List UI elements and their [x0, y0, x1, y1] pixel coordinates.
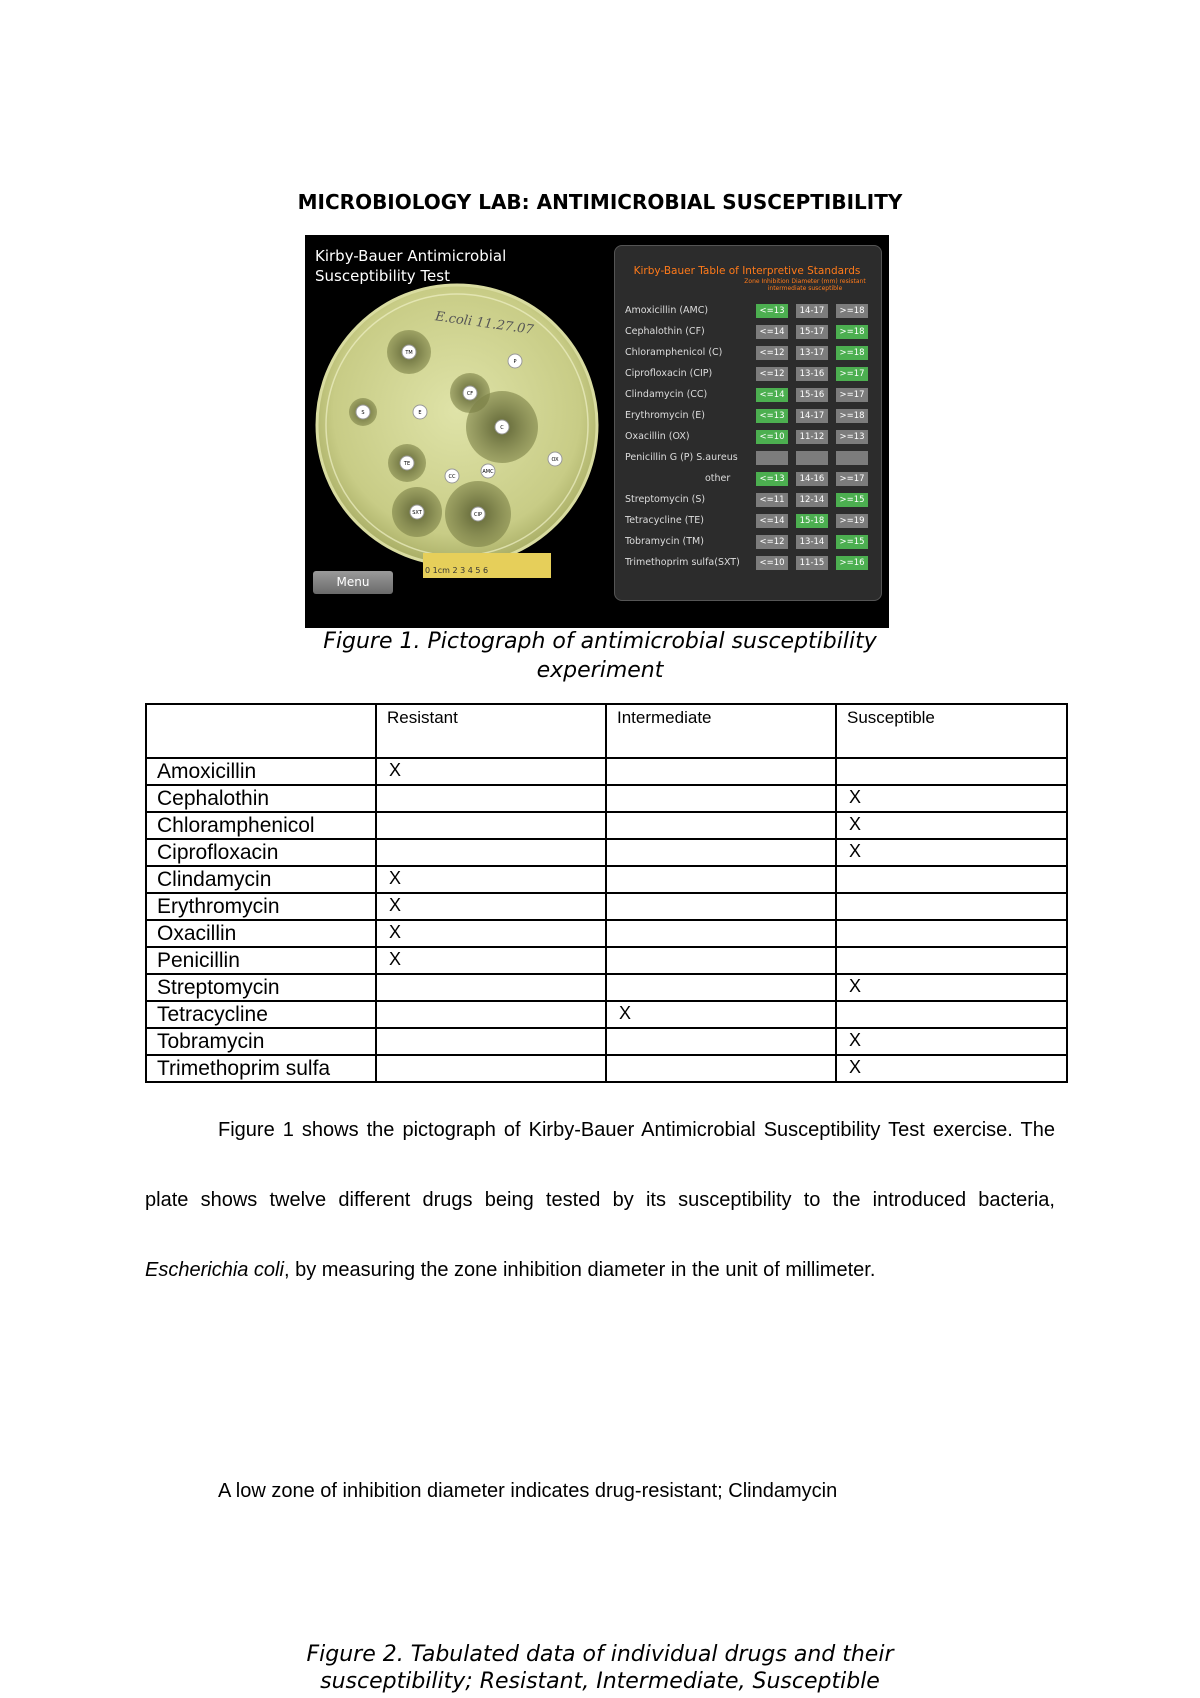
standard-drug: Ciprofloxacin (CIP)	[625, 368, 713, 379]
table-row	[146, 839, 1067, 866]
standard-cell-i: 14-17	[796, 304, 828, 318]
table-row	[146, 1055, 1067, 1082]
result-cell-susceptible	[836, 758, 1067, 785]
standard-cell-s: >=16	[836, 556, 868, 570]
standard-cell-s: >=15	[836, 493, 868, 507]
disc-label: AMC	[482, 469, 494, 475]
table-row	[146, 812, 1067, 839]
disc-label: S	[361, 410, 365, 416]
table-row	[146, 1001, 1067, 1028]
result-cell-susceptible	[836, 920, 1067, 947]
panel-title-line2: Susceptibility Test	[315, 267, 450, 285]
standard-cell-s: >=13	[836, 430, 868, 444]
drug-name-cell: Trimethoprim sulfa	[146, 1055, 376, 1082]
standard-row	[625, 366, 875, 384]
ruler-label: 0 1cm 2 3 4 5 6	[425, 566, 489, 575]
disc-label: P	[513, 359, 517, 365]
standard-cell-r	[756, 451, 788, 465]
result-cell-susceptible	[836, 893, 1067, 920]
result-cell-susceptible	[836, 947, 1067, 974]
drug-name-cell: Tetracycline	[146, 1001, 376, 1028]
standard-cell-s: >=18	[836, 346, 868, 360]
standard-drug: Penicillin G (P) S.aureus	[625, 452, 738, 463]
standard-cell-r: <=13	[756, 304, 788, 318]
table-header-cell	[146, 704, 376, 758]
standard-row	[625, 324, 875, 342]
para-text-1: Figure 1 shows the pictograph of Kirby-Bauer Antimicrobial Susceptibility Test exercise. The plate shows twelve different drugs being tested by its susceptibility to the introduced bacteria,	[145, 1119, 1055, 1211]
result-cell-susceptible: X	[836, 812, 1067, 839]
figure2-caption-line2: susceptibility; Resistant, Intermediate, Susceptible	[320, 1669, 880, 1694]
result-cell-resistant	[376, 839, 606, 866]
standard-cell-i: 13-17	[796, 346, 828, 360]
para-italic: Escherichia coli	[145, 1259, 284, 1281]
figure1-caption-line1: Figure 1. Pictograph of antimicrobial susceptibility	[323, 629, 877, 654]
standard-drug: Amoxicillin (AMC)	[625, 305, 709, 316]
standard-cell-s: >=19	[836, 514, 868, 528]
standard-row	[625, 450, 875, 468]
standard-cell-i: 13-14	[796, 535, 828, 549]
standard-row	[625, 492, 875, 510]
standard-drug: Erythromycin (E)	[625, 410, 705, 421]
table-row	[146, 1028, 1067, 1055]
result-cell-resistant: X	[376, 758, 606, 785]
standard-cell-i: 12-14	[796, 493, 828, 507]
result-cell-resistant	[376, 1001, 606, 1028]
standard-cell-i	[796, 451, 828, 465]
drug-name-cell: Streptomycin	[146, 974, 376, 1001]
standard-cell-r: <=10	[756, 430, 788, 444]
result-cell-intermediate	[606, 974, 836, 1001]
result-cell-susceptible: X	[836, 974, 1067, 1001]
disc-label: TE	[403, 461, 411, 467]
standard-row	[625, 555, 875, 573]
standard-cell-r: <=12	[756, 346, 788, 360]
standard-cell-r: <=14	[756, 325, 788, 339]
result-cell-susceptible	[836, 866, 1067, 893]
result-cell-intermediate	[606, 920, 836, 947]
standard-drug: Chloramphenicol (C)	[625, 347, 723, 358]
result-cell-susceptible: X	[836, 785, 1067, 812]
standard-row	[625, 429, 875, 447]
table-row	[146, 866, 1067, 893]
figure2-caption-line1: Figure 2. Tabulated data of individual drugs and their	[306, 1642, 894, 1667]
table-row	[146, 947, 1067, 974]
drug-name-cell: Oxacillin	[146, 920, 376, 947]
standard-drug: Clindamycin (CC)	[625, 389, 708, 400]
standard-drug: Trimethoprim sulfa(SXT)	[625, 557, 740, 568]
menu-button[interactable]: Menu	[313, 571, 393, 594]
disc-label: SXT	[412, 510, 422, 516]
table-header-row	[146, 704, 1067, 758]
drug-name-cell: Cephalothin	[146, 785, 376, 812]
standard-cell-s: >=18	[836, 304, 868, 318]
standard-cell-r: <=12	[756, 367, 788, 381]
standard-cell-i: 15-16	[796, 388, 828, 402]
result-cell-intermediate	[606, 893, 836, 920]
standard-row	[625, 534, 875, 552]
result-cell-intermediate	[606, 758, 836, 785]
table-row	[146, 974, 1067, 1001]
table-row	[146, 785, 1067, 812]
para-text-2: , by measuring the zone inhibition diameter in the unit of millimeter.	[283, 1259, 876, 1281]
table-row	[146, 758, 1067, 785]
result-cell-intermediate	[606, 866, 836, 893]
result-cell-intermediate	[606, 839, 836, 866]
standard-cell-r: <=14	[756, 514, 788, 528]
result-cell-susceptible: X	[836, 839, 1067, 866]
disc-label: CC	[448, 474, 456, 480]
standard-cell-r: <=14	[756, 388, 788, 402]
result-cell-intermediate	[606, 812, 836, 839]
standard-cell-i: 14-16	[796, 472, 828, 486]
standard-drug: Cephalothin (CF)	[625, 326, 705, 337]
standard-cell-s: >=15	[836, 535, 868, 549]
result-cell-susceptible: X	[836, 1028, 1067, 1055]
drug-name-cell: Penicillin	[146, 947, 376, 974]
result-cell-resistant: X	[376, 893, 606, 920]
drug-name-cell: Clindamycin	[146, 866, 376, 893]
standards-table	[614, 245, 882, 601]
result-cell-intermediate: X	[606, 1001, 836, 1028]
result-cell-susceptible	[836, 1001, 1067, 1028]
standard-row	[625, 513, 875, 531]
standard-cell-i: 11-12	[796, 430, 828, 444]
standard-row	[625, 345, 875, 363]
standard-cell-i: 11-15	[796, 556, 828, 570]
standard-cell-i: 14-17	[796, 409, 828, 423]
standards-title: Kirby-Bauer Table of Interpretive Standards	[633, 265, 861, 277]
standard-row	[625, 387, 875, 405]
result-cell-intermediate	[606, 1055, 836, 1082]
result-cell-resistant	[376, 974, 606, 1001]
standard-cell-i: 13-16	[796, 367, 828, 381]
results-table	[145, 703, 1068, 1083]
disc-label: OX	[551, 457, 559, 463]
disc-label: CIP	[474, 512, 482, 518]
note-text: A low zone of inhibition diameter indicates drug-resistant; Clindamycin	[218, 1480, 838, 1502]
standard-row	[625, 303, 875, 321]
result-cell-resistant	[376, 812, 606, 839]
result-cell-resistant: X	[376, 947, 606, 974]
standard-drug: Oxacillin (OX)	[625, 431, 690, 442]
standard-cell-r: <=13	[756, 409, 788, 423]
standard-cell-s: >=18	[836, 409, 868, 423]
result-cell-intermediate	[606, 947, 836, 974]
table-header-cell: Resistant	[376, 704, 606, 758]
drug-name-cell: Ciprofloxacin	[146, 839, 376, 866]
result-cell-intermediate	[606, 1028, 836, 1055]
result-cell-resistant	[376, 1055, 606, 1082]
drug-name-cell: Chloramphenicol	[146, 812, 376, 839]
drug-name-cell: Erythromycin	[146, 893, 376, 920]
standard-cell-i: 15-17	[796, 325, 828, 339]
standard-cell-s: >=17	[836, 472, 868, 486]
standard-cell-r: <=11	[756, 493, 788, 507]
standard-cell-s: >=18	[836, 325, 868, 339]
disc-label: CF	[466, 391, 474, 397]
result-cell-resistant	[376, 785, 606, 812]
standard-cell-r: <=12	[756, 535, 788, 549]
table-row	[146, 920, 1067, 947]
standard-drug: Streptomycin (S)	[625, 494, 706, 505]
disc-label: E	[418, 410, 422, 416]
figure1-image	[305, 235, 889, 628]
result-cell-resistant	[376, 1028, 606, 1055]
standard-row	[625, 471, 875, 489]
standard-cell-i: 15-18	[796, 514, 828, 528]
table-header-cell: Intermediate	[606, 704, 836, 758]
standard-drug: other	[705, 473, 731, 484]
result-cell-susceptible: X	[836, 1055, 1067, 1082]
result-cell-intermediate	[606, 785, 836, 812]
standard-cell-r: <=13	[756, 472, 788, 486]
result-cell-resistant: X	[376, 866, 606, 893]
standard-cell-s: >=17	[836, 367, 868, 381]
standard-cell-r: <=10	[756, 556, 788, 570]
standards-subtitle: Zone Inhibition Diameter (mm) resistant intermediate susceptible	[744, 278, 866, 292]
standard-cell-s: >=17	[836, 388, 868, 402]
standard-drug: Tobramycin (TM)	[625, 536, 704, 547]
drug-name-cell: Tobramycin	[146, 1028, 376, 1055]
standard-drug: Tetracycline (TE)	[625, 515, 704, 526]
plate-label: E.coli 11.27.07	[434, 309, 535, 338]
table-header-cell: Susceptible	[836, 704, 1067, 758]
figure1-caption-line2: experiment	[536, 658, 664, 683]
page-title: MICROBIOLOGY LAB: ANTIMICROBIAL SUSCEPTIBILITY	[297, 190, 903, 214]
body-paragraph	[145, 1095, 1055, 1305]
disc-label: TM	[405, 350, 413, 356]
standard-row	[625, 408, 875, 426]
table-row	[146, 893, 1067, 920]
disc-label: C	[500, 425, 504, 431]
standard-cell-s	[836, 451, 868, 465]
panel-title-line1: Kirby-Bauer Antimicrobial	[315, 247, 507, 265]
result-cell-resistant: X	[376, 920, 606, 947]
drug-name-cell: Amoxicillin	[146, 758, 376, 785]
